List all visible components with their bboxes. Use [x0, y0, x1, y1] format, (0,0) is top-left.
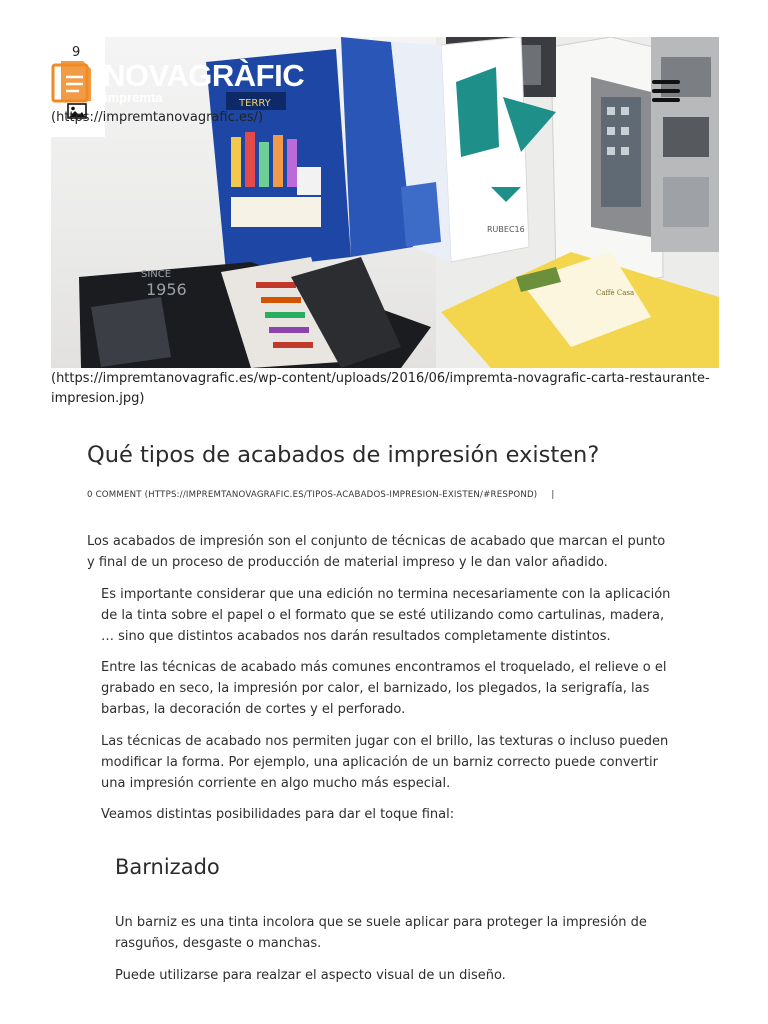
hamburger-menu-button[interactable] [652, 80, 680, 104]
logo-digit: 9 [72, 45, 81, 60]
meta-separator: | [551, 490, 555, 500]
logo-document-icon[interactable] [51, 59, 97, 107]
body-paragraph: Las técnicas de acabado nos permiten jugar con el brillo, las texturas o incluso pueden modificar la forma. Por ejemplo, una aplicación de un barniz correcto puede convertir una impresión corriente en algo mucho más especial. [101, 734, 669, 791]
menu-bar-icon [652, 89, 680, 93]
home-link[interactable]: (https://impremtanovagrafic.es/) [51, 110, 264, 125]
body-paragraph: Veamos distintas posibilidades para dar el toque final: [101, 807, 455, 822]
body-paragraph: Es importante considerar que una edición no termina necesariamente con la aplicación de la tinta sobre el papel o el formato que se esté utilizando como cartulinas, madera, … sino que distintos acabados nos darán resultados completamente distintos. [101, 587, 671, 644]
since-label: SINCE [141, 269, 172, 280]
site-name[interactable]: NOVAGRÀFIC [103, 58, 305, 93]
section-paragraph: Un barniz es una tinta incolora que se suele aplicar para proteger la impresión de rasguños, desgaste o manchas. [115, 915, 647, 951]
site-tagline: impremta [104, 90, 163, 105]
comment-link[interactable]: 0 COMMENT (HTTPS://IMPREMTANOVAGRAFIC.ES/TIPOS-ACABADOS-IMPRESION-EXISTEN/#RESPOND) [87, 490, 538, 500]
brochure-brand-label: TERRY [239, 98, 271, 109]
menu-bar-icon [652, 98, 680, 102]
svg-text:Caffè Casa: Caffè Casa [596, 289, 635, 297]
rubec-label: RUBEC16 [487, 225, 525, 234]
year-label: 1956 [146, 280, 187, 299]
intro-paragraph: Los acabados de impresión son el conjunto de técnicas de acabado que marcan el punto y final de un proceso de producción de material impreso y le dan valor añadido. [87, 534, 666, 570]
post-title: Qué tipos de acabados de impresión existen? [87, 442, 600, 468]
section-paragraph: Puede utilizarse para realzar el aspecto visual de un diseño. [115, 968, 506, 983]
image-link[interactable]: (https://impremtanovagrafic.es/wp-content/uploads/2016/06/impremta-novagrafic-carta-restaurante-impresion.jpg) [51, 371, 710, 406]
menu-bar-icon [652, 80, 680, 84]
body-paragraph: Entre las técnicas de acabado más comunes encontramos el troquelado, el relieve o el grabado en seco, la impresión por calor, el barnizado, los plegados, la serigrafía, las barbas, la decoración de cortes y el perforado. [101, 660, 667, 717]
section-heading: Barnizado [115, 855, 220, 879]
post-meta [87, 490, 554, 500]
